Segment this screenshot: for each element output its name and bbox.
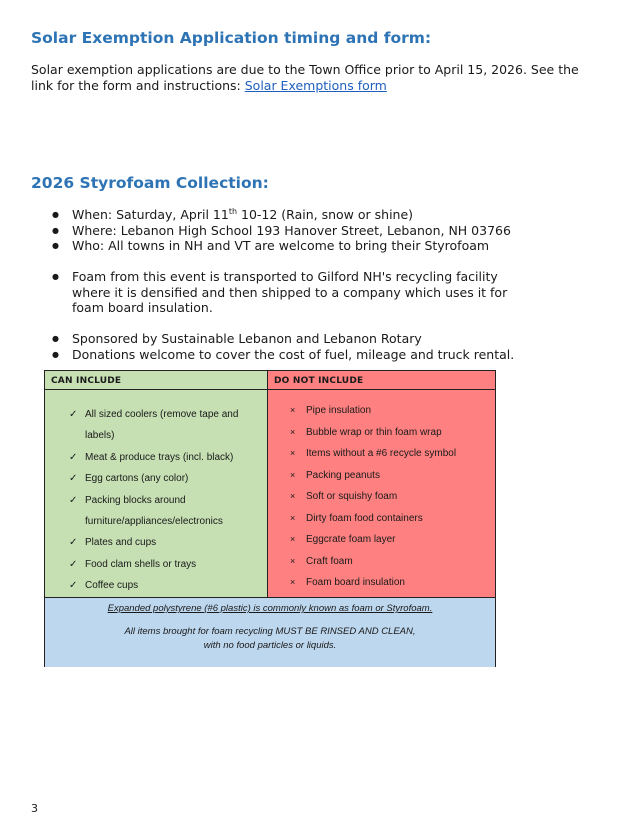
list-item [69, 447, 264, 468]
solar-text: Solar exemption applications are due to the Town Office prior to April 15, 2026. See the link for the form and instructions: [31, 62, 579, 93]
footer-note: Expanded polystyrene (#6 plastic) is commonly known as foam or Styrofoam. [107, 603, 433, 614]
can-include-header: CAN INCLUDE [45, 371, 267, 390]
list-item [290, 465, 490, 487]
table-footer [45, 597, 495, 667]
x-mark-icon: × [290, 534, 296, 544]
item-label: Meat & produce trays (incl. black) [85, 451, 234, 463]
can-include-column [45, 371, 268, 597]
list-item-sponsored: ● Sponsored by Sustainable Lebanon and Lebanon Rotary [50, 331, 520, 347]
x-mark-icon: × [290, 469, 296, 480]
do-not-include-header: DO NOT INCLUDE [268, 371, 495, 390]
event-details-list [50, 207, 520, 254]
item-label: Bubble wrap or thin foam wrap [306, 426, 442, 438]
item-label: All sized coolers (remove tape and labels) [85, 409, 239, 442]
item-label: Packing peanuts [306, 469, 380, 481]
list-item [69, 575, 264, 596]
footer-line-2: with no food particles or liquids. [203, 640, 337, 651]
list-item [69, 490, 264, 533]
do-not-include-list [290, 400, 490, 594]
list-item-foam: ● Foam from this event is transported to Gilford NH's recycling facility where it is densified and then shipped to a company which uses it for foam board insulation. [50, 269, 520, 316]
item-label: Soft or squishy foam [306, 491, 398, 502]
solar-paragraph [31, 62, 591, 94]
styrofoam-heading: 2026 Styrofoam Collection: [31, 174, 269, 192]
item-label: Packing blocks around furniture/appliances/electronics [85, 494, 223, 528]
item-label: Eggcrate foam layer [306, 534, 396, 545]
solar-heading: Solar Exemption Application timing and form: [31, 29, 432, 47]
list-item-when: ● When: Saturday, April 11th 10-12 (Rain, snow or shine) [50, 207, 520, 223]
item-label: Craft foam [306, 555, 353, 567]
x-mark-icon: × [290, 448, 296, 458]
sponsor-list [50, 331, 520, 362]
list-item [290, 443, 490, 465]
list-item [290, 529, 490, 551]
check-mark-icon: ✓ [69, 580, 78, 592]
item-label: Food clam shells or trays [85, 558, 197, 570]
page-number: 3 [31, 802, 38, 815]
x-mark-icon: × [290, 426, 296, 437]
item-label: Egg cartons (any color) [85, 473, 189, 485]
list-item-who: ● Who: All towns in NH and VT are welcome to bring their Styrofoam [50, 238, 520, 254]
item-label: Coffee cups [85, 580, 139, 592]
do-not-include-column [268, 371, 495, 597]
list-item-donations: ● Donations welcome to cover the cost of fuel, mileage and truck rental. [50, 347, 520, 363]
check-mark-icon: ✓ [69, 451, 78, 463]
list-item [69, 532, 264, 553]
list-item [290, 508, 490, 530]
collection-table [44, 370, 496, 667]
check-mark-icon: ✓ [69, 537, 78, 549]
check-mark-icon: ✓ [69, 558, 78, 570]
check-mark-icon: ✓ [69, 494, 78, 506]
x-mark-icon: × [290, 491, 296, 501]
list-item [290, 422, 490, 444]
list-item [290, 400, 490, 422]
item-label: Pipe insulation [306, 405, 372, 416]
list-item [69, 404, 264, 447]
check-mark-icon: ✓ [69, 473, 78, 485]
item-label: Foam board insulation [306, 577, 405, 588]
item-label: Plates and cups [85, 537, 157, 549]
solar-exemptions-link[interactable]: Solar Exemptions form [244, 78, 387, 93]
item-label: Items without a #6 recycle symbol [306, 448, 457, 459]
x-mark-icon: × [290, 577, 296, 587]
foam-info-list [50, 269, 520, 316]
footer-line-1: All items brought for foam recycling MUST BE RINSED AND CLEAN, [124, 626, 416, 637]
x-mark-icon: × [290, 405, 296, 415]
can-include-list [69, 404, 264, 597]
list-item [69, 468, 264, 489]
item-label: Dirty foam food containers [306, 512, 423, 524]
footer-warning [45, 625, 495, 653]
check-mark-icon: ✓ [69, 409, 78, 420]
list-item [290, 572, 490, 594]
x-mark-icon: × [290, 512, 296, 523]
list-item [290, 551, 490, 573]
list-item [290, 486, 490, 508]
list-item [69, 554, 264, 575]
list-item-where: ● Where: Lebanon High School 193 Hanover Street, Lebanon, NH 03766 [50, 223, 520, 239]
x-mark-icon: × [290, 555, 296, 566]
